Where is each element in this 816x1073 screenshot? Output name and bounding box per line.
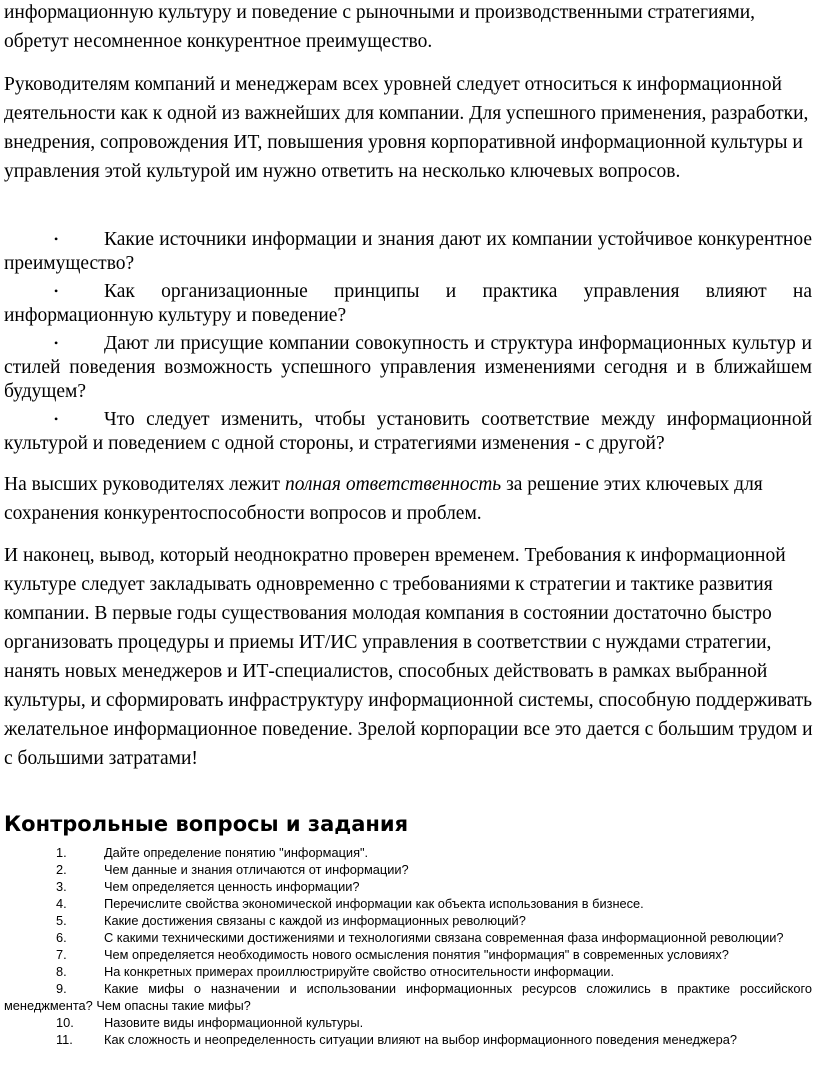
- section-heading: Контрольные вопросы и задания: [4, 812, 409, 836]
- key-questions-list: [0, 227, 812, 459]
- list-item: 1. Дайте определение понятию "информация".: [0, 844, 812, 861]
- list-item: • Как организационные принципы и практика управления влияют на информационную культуру и поведение?: [4, 281, 812, 326]
- bullet-icon: •: [54, 232, 59, 246]
- list-item: 7. Чем определяется необходимость нового осмысления понятия "информация" в современных условиях?: [0, 946, 812, 963]
- item-number: 2.: [56, 862, 67, 877]
- item-number: 9.: [56, 981, 67, 996]
- list-item: • Какие источники информации и знания дают их компании устойчивое конкурентное преимущество?: [4, 229, 812, 274]
- paragraph-responsibility: На высших руководителях лежит полная ответственность за решение этих ключевых для сохранения конкурентоспособности вопросов и проблем.: [4, 474, 763, 524]
- list-item: 2. Чем данные и знания отличаются от информации?: [0, 861, 812, 878]
- list-item: 10. Назовите виды информационной культуры.: [0, 1014, 812, 1031]
- item-number: 3.: [56, 879, 67, 894]
- list-item: 5. Какие достижения связаны с каждой из информационных революций?: [0, 912, 812, 929]
- paragraph-managers: Руководителям компаний и менеджерам всех уровней следует относиться к информационной деятельности как к одной из важнейших для компании. Для успешного применения, разработки, внедрения, сопровождения ИТ, повышения уровня корпоративной информационной культуры и управления этой культурой им нужно ответить на несколько ключевых вопросов.: [4, 74, 809, 182]
- bullet-icon: •: [54, 336, 59, 350]
- item-number: 4.: [56, 896, 67, 911]
- item-number: 10.: [56, 1015, 74, 1030]
- item-number: 1.: [56, 845, 67, 860]
- list-item: 6. С какими техническими достижениями и технологиями связана современная фаза информационной революции?: [0, 929, 812, 946]
- item-number: 7.: [56, 947, 67, 962]
- list-item: 8. На конкретных примерах проиллюстрируйте свойство относительности информации.: [0, 963, 812, 980]
- paragraph-intro-continuation: информационную культуру и поведение с рыночными и производственными стратегиями, обретут несомненное конкурентное преимущество.: [4, 2, 756, 52]
- list-item: 9. Какие мифы о назначении и использовании информационных ресурсов сложились в практике российского менеджмента? Чем опасны такие мифы?: [4, 981, 812, 1013]
- paragraph-conclusion: И наконец, вывод, который неоднократно проверен временем. Требования к информационной культуре следует закладывать одновременно с требованиями к стратегии и тактике развития компании. В первые годы существования молодая компания в состоянии достаточно быстро организовать процедуры и приемы ИТ/ИС управления в соответствии с нуждами стратегии, нанять новых менеджеров и ИТ-специалистов, способных действовать в рамках выбранной культуры, и сформировать инфраструктуру информационной системы, способную поддерживать желательное информационное поведение. Зрелой корпорации все это дается с большим трудом и с большими затратами!: [4, 545, 813, 769]
- list-item: 11. Как сложность и неопределенность ситуации влияют на выбор информационного поведения менеджера?: [0, 1031, 812, 1048]
- list-item: 4. Перечислите свойства экономической информации как объекта использования в бизнесе.: [0, 895, 812, 912]
- list-item: • Дают ли присущие компании совокупность и структура информационных культур и стилей поведения возможность успешного управления изменениями сегодня и в ближайшем будущем?: [4, 333, 812, 402]
- item-number: 6.: [56, 930, 67, 945]
- bullet-icon: •: [54, 412, 59, 426]
- list-item: • Что следует изменить, чтобы установить соответствие между информационной культурой и поведением с одной стороны, и стратегиями изменения - с другой?: [4, 409, 812, 454]
- emphasis-text: полная ответственность: [284, 474, 502, 495]
- item-number: 5.: [56, 913, 67, 928]
- control-questions-list: [0, 844, 812, 1048]
- list-item: 3. Чем определяется ценность информации?: [0, 878, 812, 895]
- item-number: 8.: [56, 964, 67, 979]
- item-number: 11.: [56, 1032, 73, 1047]
- bullet-icon: •: [54, 284, 59, 298]
